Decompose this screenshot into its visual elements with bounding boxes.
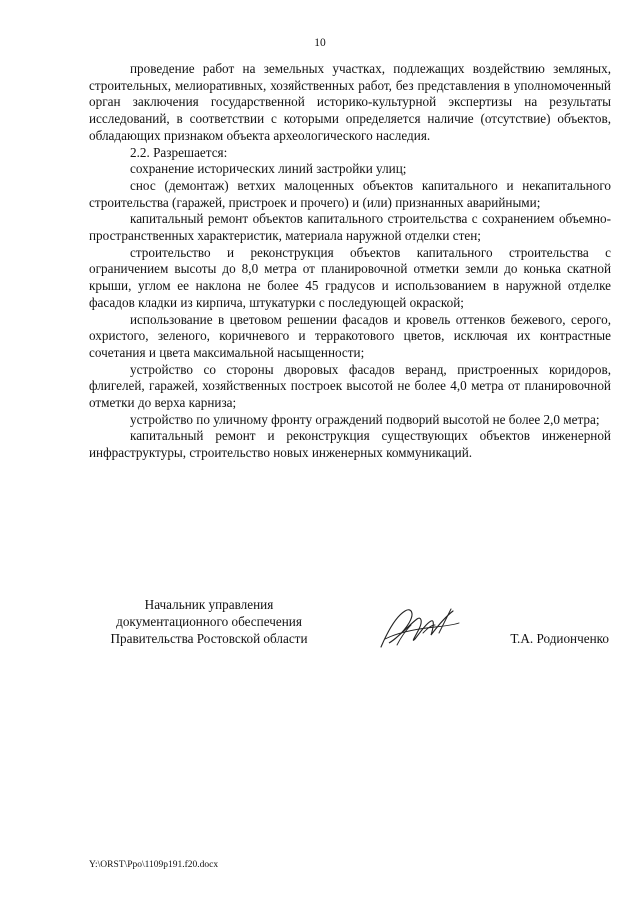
document-body [89, 61, 611, 462]
signatory-title-line: документационного обеспечения [116, 614, 302, 629]
paragraph-preserve-street-lines: сохранение исторических линий застройки улиц; [130, 161, 407, 177]
page-number: 10 [314, 37, 326, 49]
paragraph-color-scheme: использование в цветовом решении фасадов и кровель оттенков бежевого, серого, охристого, зеленого, коричневого и терракотового цветов, исключая их контрастные сочетания и цвета максимальной насыщенности; [89, 311, 611, 360]
paragraph-demolition: снос (демонтаж) ветхих малоценных объектов капитального и некапитального строительства (гаражей, пристроек и прочего) и (или) признанных аварийными; [89, 177, 611, 210]
signatory-name: Т.А. Родионченко [510, 631, 609, 646]
signatory-title [89, 596, 329, 647]
signatory-title-line: Правительства Ростовской области [110, 631, 308, 646]
paragraph-section-2-2-heading: 2.2. Разрешается: [130, 144, 228, 160]
paragraph-capital-repair: капитальный ремонт объектов капитального строительства с сохранением объемно-пространственных характеристик, материала наружной отделки стен; [89, 211, 611, 244]
paragraph-construction-height: строительство и реконструкция объектов капитального строительства с ограничением высоты до 8,0 метра от планировочной отметки земли до конька скатной крыши, углом ее наклона не более 45 градусов и использованием в наружной отделке фасадов кладки из кирпича, штукатурки с последующей окраской; [89, 244, 611, 310]
paragraph-street-fences: устройство по уличному фронту ограждений подворий высотой не более 2,0 метра; [130, 411, 600, 427]
paragraph-infrastructure: капитальный ремонт и реконструкция существующих объектов инженерной инфраструктуры, строительство новых инженерных коммуникаций. [89, 428, 611, 461]
signature-block [89, 596, 611, 656]
footer-file-path: Y:\ORST\Ppo\1109p191.f20.docx [89, 860, 219, 870]
paragraph-courtyard-structures: устройство со стороны дворовых фасадов веранд, пристроенных коридоров, флигелей, гаражей, хозяйственных построек высотой не более 4,0 метра от планировочной отметки до верха карниза; [89, 361, 611, 411]
signatory-title-line: Начальник управления [144, 597, 274, 612]
handwritten-signature [375, 603, 463, 653]
paragraph-prohibited-works: проведение работ на земельных участках, подлежащих воздействию земляных, строительных, мелиоративных, хозяйственных работ, без представления в уполномоченный орган заключения государственной историко-культурной экспертизы на результаты исследований, в соответствии с которыми определяется наличие (отсутствие) объектов, обладающих признаком объекта археологического наследия. [89, 61, 611, 143]
